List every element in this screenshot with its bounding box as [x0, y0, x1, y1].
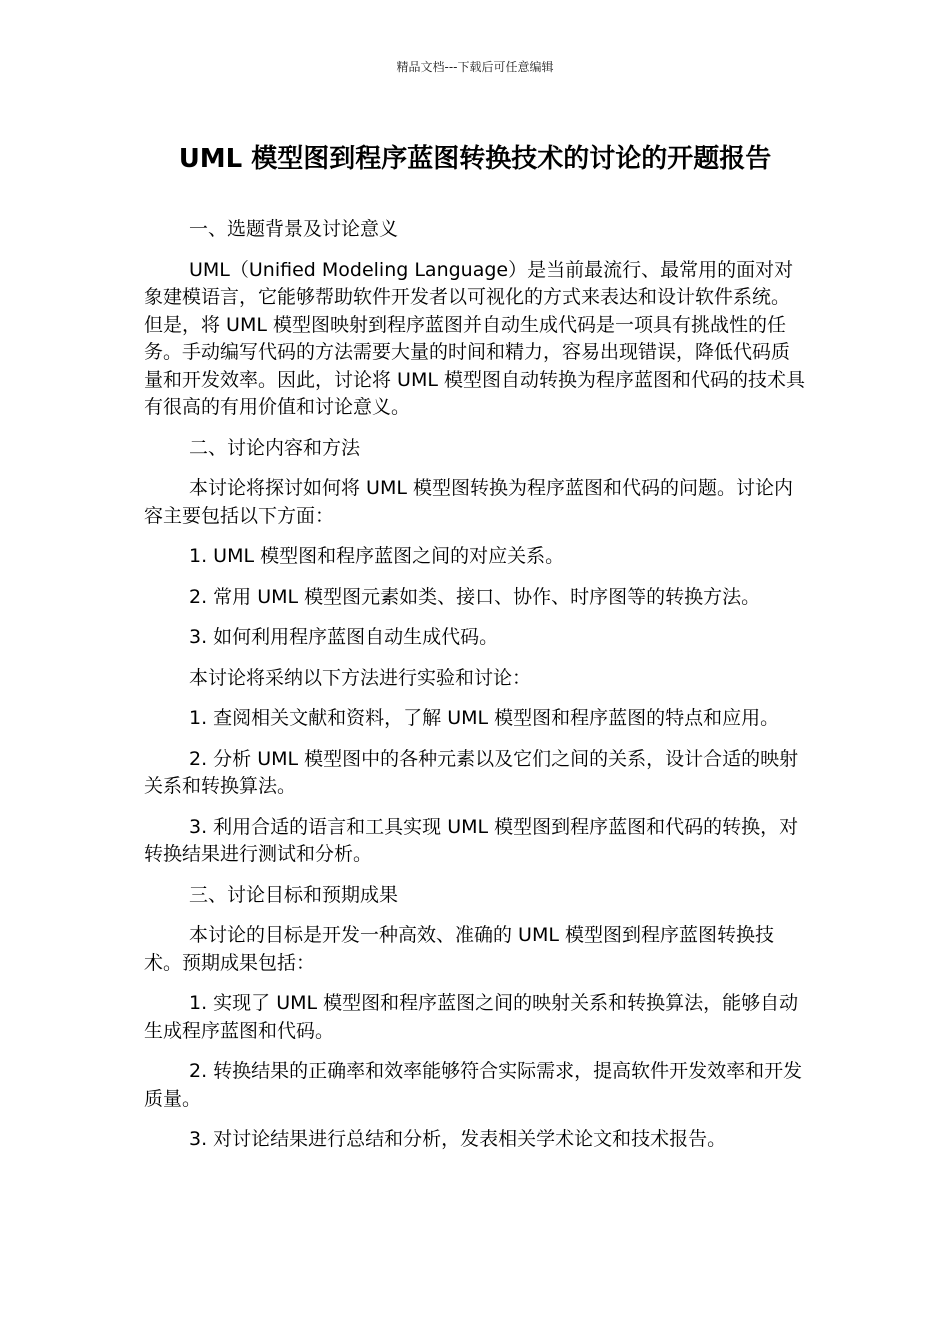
section-heading-content-methods: 二、讨论内容和方法 [189, 436, 361, 459]
list-item-method-2: 2. 分析 UML 模型图中的各种元素以及它们之间的关系，设计合适的映射关系和转换算法。 [144, 747, 799, 797]
document-title: UML 模型图到程序蓝图转换技术的讨论的开题报告 [178, 144, 772, 174]
section-heading-background: 一、选题背景及讨论意义 [189, 218, 399, 240]
list-item-method-1: 1. 查阅相关文献和资料，了解 UML 模型图和程序蓝图的特点和应用。 [189, 707, 780, 729]
list-item-outcome-2: 2. 转换结果的正确率和效率能够符合实际需求，提高软件开发效率和开发质量。 [144, 1060, 803, 1110]
section-heading-goals: 三、讨论目标和预期成果 [189, 883, 399, 906]
list-item-method-3: 3. 利用合适的语言和工具实现 UML 模型图到程序蓝图和代码的转换，对转换结果进行测试和分析。 [144, 815, 799, 865]
paragraph-methods-intro: 本讨论将采纳以下方法进行实验和讨论： [189, 666, 532, 689]
paragraph-goals-intro: 本讨论的目标是开发一种高效、准确的 UML 模型图到程序蓝图转换技术。预期成果包括： [144, 924, 774, 974]
paragraph-background: UML（Unified Modeling Language）是当前最流行、最常用的面对对象建模语言，它能够帮助软件开发者以可视化的方式来表达和设计软件系统。但是，将 UML 模型图映射到程序蓝图并自动生成代码是一项具有挑战性的任务。手动编写代码的方法需要大量的时间和精力，容易出现错误，降低代码质量和开发效率。因此，讨论将 UML 模型图自动转换为程序蓝图和代码的技术具有很高的有用价值和讨论意义。 [144, 258, 805, 418]
document-body [144, 216, 806, 1167]
list-item-content-1: 1. UML 模型图和程序蓝图之间的对应关系。 [189, 545, 565, 567]
page-header-note: 精品文档---下载后可任意编辑 [396, 60, 554, 74]
list-item-outcome-1: 1. 实现了 UML 模型图和程序蓝图之间的映射关系和转换算法，能够自动生成程序蓝图和代码。 [144, 992, 799, 1042]
list-item-content-3: 3. 如何利用程序蓝图自动生成代码。 [189, 626, 499, 648]
list-item-content-2: 2. 常用 UML 模型图元素如类、接口、协作、时序图等的转换方法。 [189, 585, 761, 608]
list-item-outcome-3: 3. 对讨论结果进行总结和分析，发表相关学术论文和技术报告。 [189, 1128, 727, 1150]
paragraph-content-intro: 本讨论将探讨如何将 UML 模型图转换为程序蓝图和代码的问题。讨论内容主要包括以下方面： [144, 477, 793, 527]
